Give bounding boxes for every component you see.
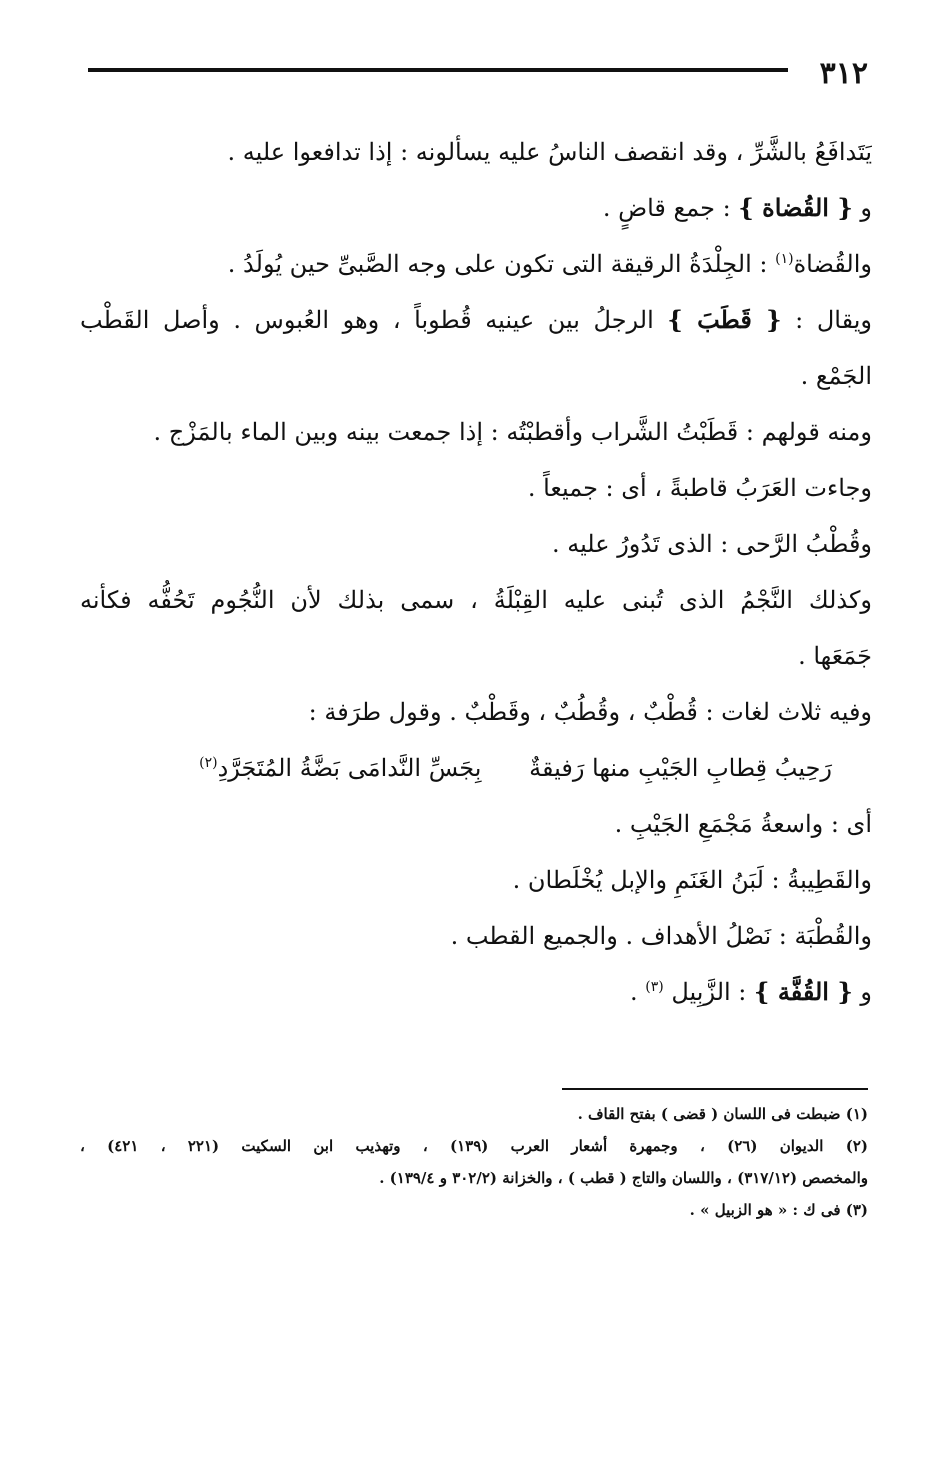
text-line-15: والقُطْبَة : نَصْلُ الأهداف . والجميع القطب . xyxy=(450,922,872,950)
footnote-2-continued: والمخصص (٣١٧/١٢) ، واللسان والتاج ( قطب ) ، والخزانة (٣٠٢/٢ و ١٣٩/٤) . xyxy=(379,1169,868,1187)
text-line-13: أى : واسعةُ مَجْمَعِ الجَيْبِ . xyxy=(614,810,872,838)
text-line-4 xyxy=(80,292,872,348)
text-line-3 xyxy=(80,236,872,292)
definition-text: : جمع قاضٍ . xyxy=(602,194,731,222)
text-line-2 xyxy=(80,180,872,236)
poetry-verse xyxy=(80,740,872,796)
text-line-8: وقُطْبُ الرَّحى : الذى تَدُورُ عليه . xyxy=(551,530,872,558)
footnote-separator xyxy=(562,1088,868,1090)
conjunction: و xyxy=(860,194,872,222)
headword-qudat: { القُضاة } xyxy=(738,193,853,222)
term: والقُضاة xyxy=(793,250,872,278)
verse-first-hemistich: رَحِيبُ قِطابِ الجَيْبِ منها رَفيقةٌ xyxy=(529,754,832,782)
main-text xyxy=(80,124,872,1020)
headword-qataba: { قَطَبَ } xyxy=(667,305,782,334)
footnote-1: (١) ضبطت فى اللسان ( قضى ) بفتح القاف . xyxy=(577,1105,868,1123)
verse-second-hemistich: بِجَسِّ النَّدامَى بَضَّةُ المُتَجَرَّدِ xyxy=(217,754,482,782)
header-rule xyxy=(88,68,788,72)
text-line-11: وفيه ثلاث لغات : قُطْبٌ ، وقُطُبٌ ، وقَطْبٌ . وقول طرَفة : xyxy=(308,698,872,726)
lead-in: ويقال : xyxy=(795,306,872,334)
footnote-ref-2: (٢) xyxy=(199,755,218,771)
text-line-6: ومنه قولهم : قَطَبْتُ الشَّراب وأقطبْتُه : إذا جمعت بينه وبين الماء بالمَزْج . xyxy=(153,418,872,446)
footnote-ref-1: (١) xyxy=(775,251,794,267)
text-line-5: الجَمْع . xyxy=(800,362,872,390)
footnote-3: (٣) فى ك : « هو الزبيل » . xyxy=(689,1201,868,1219)
text-line-10: جَمَعَها . xyxy=(798,642,872,670)
footnotes xyxy=(80,1098,868,1226)
text-line-16 xyxy=(80,964,872,1020)
footnote-2: (٢) الديوان (٢٦) ، وجمهرة أشعار العرب (١٣٩) ، وتهذيب ابن السكيت (٢٢١ ، ٤٢١) ، xyxy=(80,1137,868,1155)
text-line-1: يَتَدافَعُ بالشَّرِّ ، وقد انقصف الناسُ عليه يسألونه : إذا تدافعوا عليه . xyxy=(227,138,872,166)
footnote-ref-3: (٣) xyxy=(645,979,664,995)
definition-text: : الزَّبِيل xyxy=(671,978,747,1006)
text-line-14: والقَطِيبةُ : لَبَنُ الغَنَمِ والإبل يُخْلَطان . xyxy=(512,866,872,894)
page-number: ٣١٢ xyxy=(819,56,868,91)
definition-text: : الجِلْدَةُ الرقيقة التى تكون على وجه الصَّبىِّ حين يُولَدُ . xyxy=(227,250,768,278)
text-line-7: وجاءت العَرَبُ قاطبةً ، أى : جميعاً . xyxy=(527,474,872,502)
period: . xyxy=(629,978,638,1006)
conjunction: و xyxy=(860,978,872,1006)
text-line-9: وكذلك النَّجْمُ الذى تُبنى عليه القِبْلَةُ ، سمى بذلك لأن النُّجُوم تَحُفُّه فكأنه xyxy=(80,586,872,614)
headword-quffa: { القُفَّة } xyxy=(754,977,853,1006)
definition-text: الرجلُ بين عينيه قُطوباً ، وهو العُبوس . وأصل القَطْب xyxy=(80,306,654,334)
